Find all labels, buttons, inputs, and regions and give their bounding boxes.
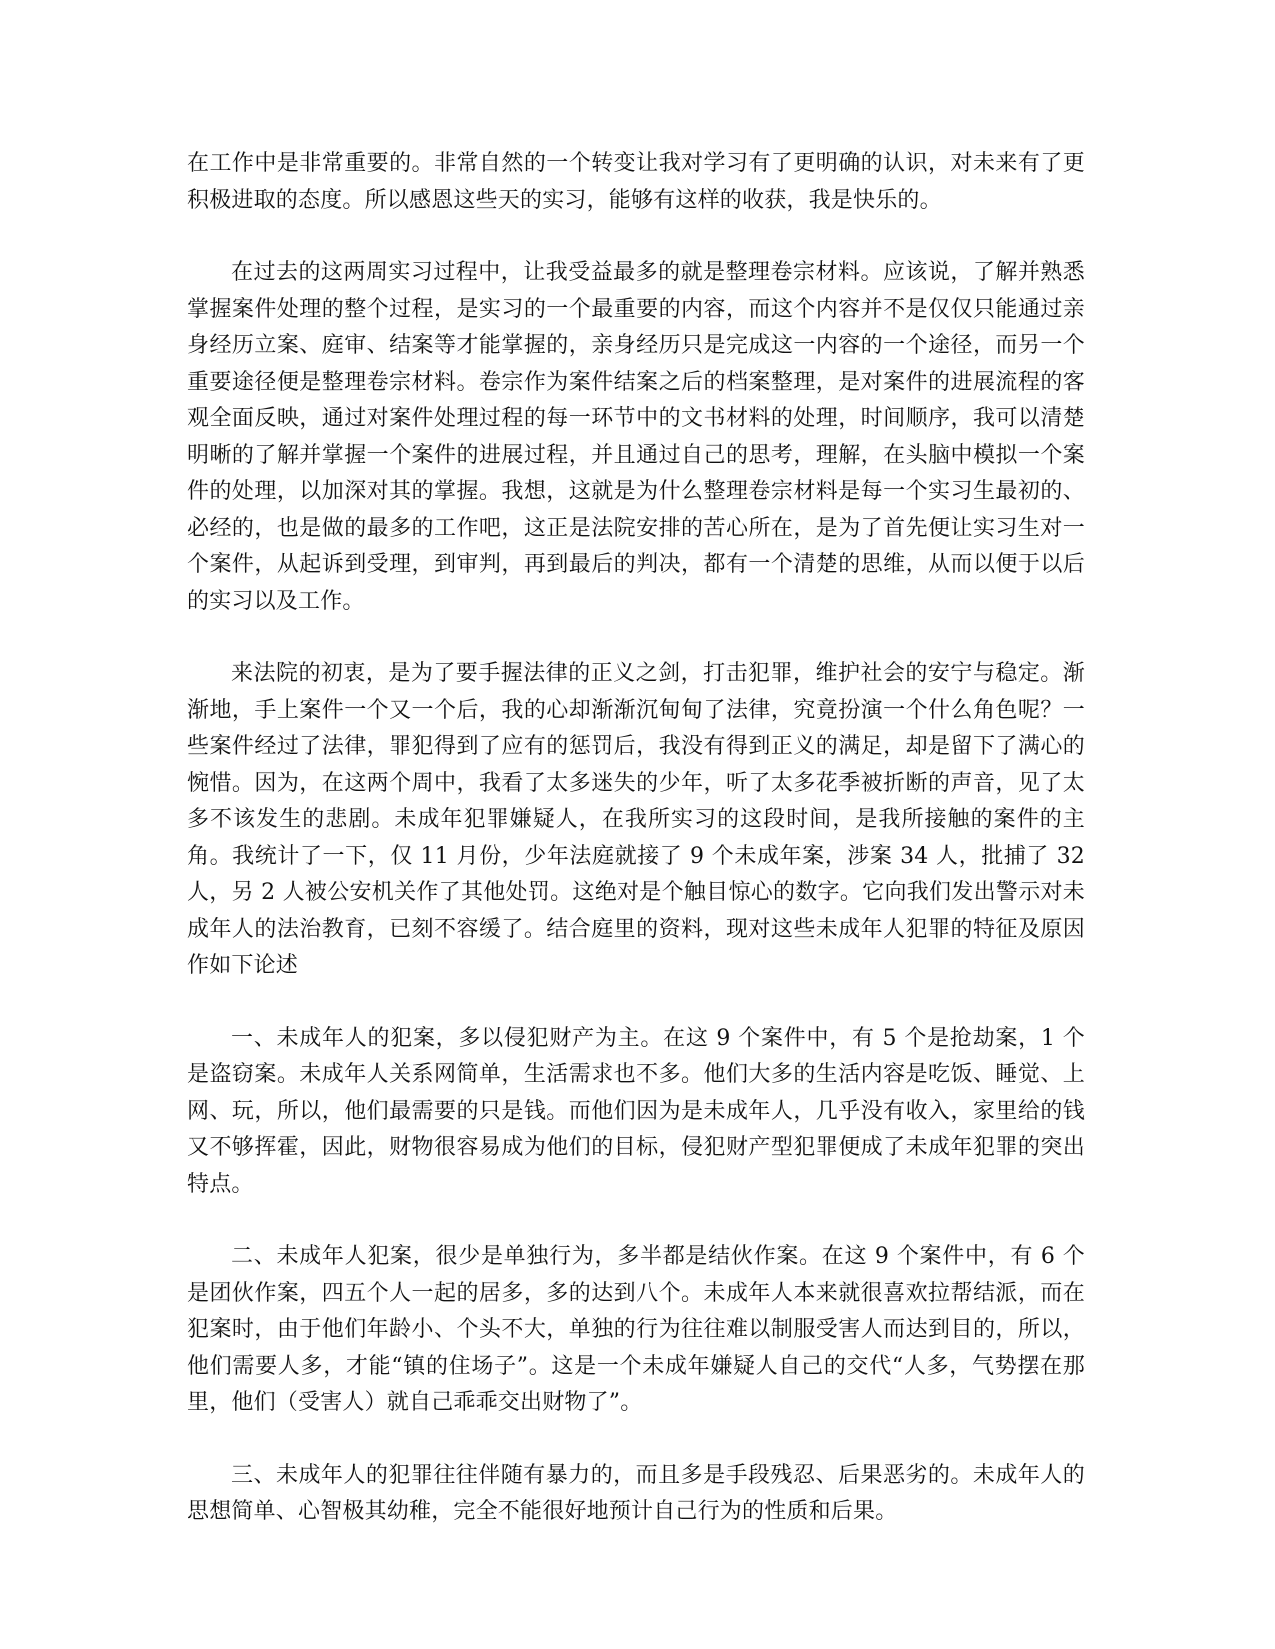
paragraph-point-three: 三、未成年人的犯罪往往伴随有暴力的，而且多是手段残忍、后果恶劣的。未成年人的思想简单、心智极其幼稚，完全不能很好地预计自己行为的性质和后果。 (187, 1462, 1085, 1524)
paragraph-continuation: 在工作中是非常重要的。非常自然的一个转变让我对学习有了更明确的认识，对未来有了更积极进取的态度。所以感恩这些天的实习，能够有这样的收获，我是快乐的。 (187, 151, 1085, 213)
paragraph-case-files: 在过去的这两周实习过程中，让我受益最多的就是整理卷宗材料。应该说，了解并熟悉掌握案件处理的整个过程，是实习的一个最重要的内容，而这个内容并不是仅仅只能通过亲身经历立案、庭审、结案等才能掌握的，亲身经历只是完成这一内容的一个途径，而另一个重要途径便是整理卷宗材料。卷宗作为案件结案之后的档案整理，是对案件的进展流程的客观全面反映，通过对案件处理过程的每一环节中的文书材料的处理，时间顺序，我可以清楚明晰的了解并掌握一个案件的进展过程，并且通过自己的思考，理解，在头脑中模拟一个案件的处理，以加深对其的掌握。我想，这就是为什么整理卷宗材料是每一个实习生最初的、必经的，也是做的最多的工作吧，这正是法院安排的苦心所在，是为了首先便让实习生对一个案件，从起诉到受理，到审判，再到最后的判决，都有一个清楚的思维，从而以便于以后的实习以及工作。 (187, 260, 1085, 614)
paragraph-point-one: 一、未成年人的犯案，多以侵犯财产为主。在这 9 个案件中，有 5 个是抢劫案，1 个是盗窃案。未成年人关系网简单，生活需求也不多。他们大多的生活内容是吃饭、睡觉、上网、玩，所以，他们最需要的只是钱。而他们因为是未成年人，几乎没有收入，家里给的钱又不够挥霍，因此，财物很容易成为他们的目标，侵犯财产型犯罪便成了未成年犯罪的突出特点。 (187, 1025, 1085, 1197)
paragraph-court-purpose: 来法院的初衷，是为了要手握法律的正义之剑，打击犯罪，维护社会的安宁与稳定。渐渐地，手上案件一个又一个后，我的心却渐渐沉甸甸了法律，究竟扮演一个什么角色呢？一些案件经过了法律，罪犯得到了应有的惩罚后，我没有得到正义的满足，却是留下了满心的惋惜。因为，在这两个周中，我看了太多迷失的少年，听了太多花季被折断的声音，见了太多不该发生的悲剧。未成年犯罪嫌疑人，在我所实习的这段时间，是我所接触的案件的主角。我统计了一下，仅 11 月份，少年法庭就接了 9 个未成年案，涉案 34 人，批捕了 32 人，另 2 人被公安机关作了其他处罚。这绝对是个触目惊心的数字。它向我们发出警示对未成年人的法治教育，已刻不容缓了。结合庭里的资料，现对这些未成年人犯罪的特征及原因作如下论述 (187, 661, 1085, 978)
document-body (187, 146, 1085, 1531)
paragraph-point-two: 二、未成年人犯案，很少是单独行为，多半都是结伙作案。在这 9 个案件中，有 6 个是团伙作案，四五个人一起的居多，多的达到八个。未成年人本来就很喜欢拉帮结派，而在犯案时，由于他们年龄小、个头不大，单独的行为往往难以制服受害人而达到目的，所以，他们需要人多，才能“镇的住场子”。这是一个未成年嫌疑人自己的交代“人多，气势摆在那里，他们（受害人）就自己乖乖交出财物了”。 (187, 1244, 1085, 1415)
